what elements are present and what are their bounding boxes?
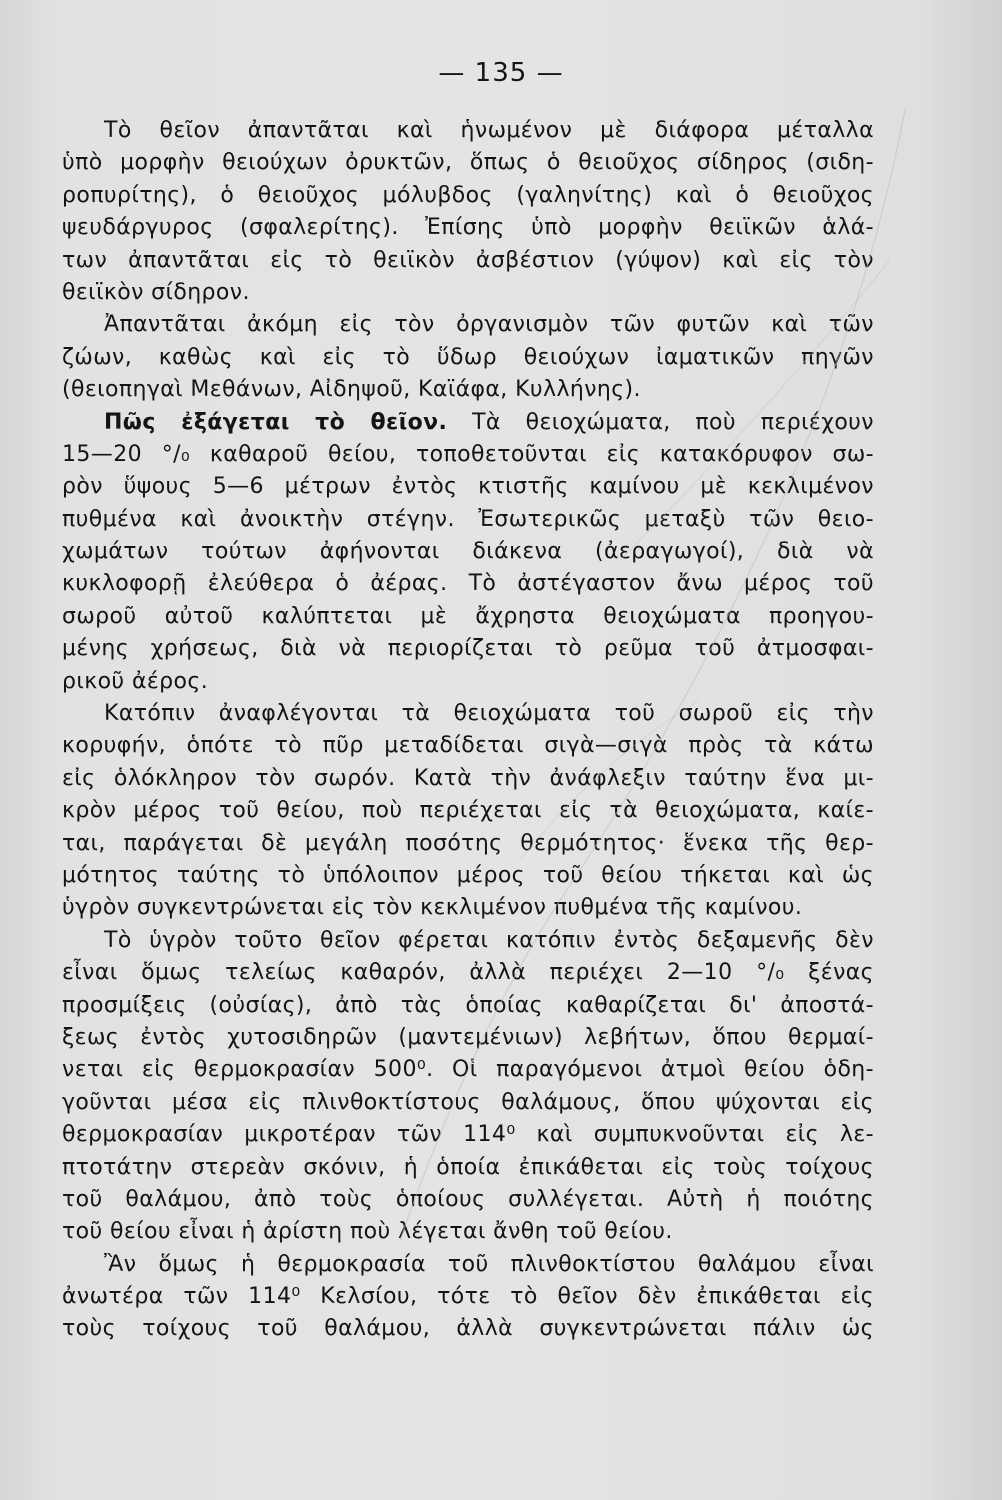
line-text: τοὺς τοίχους τοῦ θαλάμου, ἀλλὰ συγκεντρώνεται πάλιν ὡς <box>62 1316 874 1342</box>
text-line <box>62 245 874 277</box>
line-text: κυκλοφορῇ ἐλεύθερα ὁ ἀέρας. Τὸ ἀστέγαστον ἄνω μέρος τοῦ <box>62 571 874 597</box>
text-line <box>62 1152 874 1184</box>
line-text: ρικοῦ ἀέρος. <box>62 668 209 694</box>
text-line <box>62 1087 874 1119</box>
text-line <box>62 1313 874 1345</box>
line-text: Τὸ ὑγρὸν τοῦτο θεῖον φέρεται κατόπιν ἐντὸς δεξαμενῆς δὲν <box>104 927 874 953</box>
line-text: κρὸν μέρος τοῦ θείου, ποὺ περιέχεται εἰς τὰ θειοχώματα, καίε- <box>62 798 874 824</box>
line-text: 15—20 °/₀ καθαροῦ θείου, τοποθετοῦνται εἰς κατακόρυφον σω- <box>62 441 874 467</box>
text-line <box>62 1216 874 1248</box>
text-line <box>62 277 874 309</box>
line-text: προσμίξεις (οὐσίας), ἀπὸ τὰς ὁποίας καθαρίζεται δι' ἀποστά- <box>62 992 874 1018</box>
text-line <box>62 763 874 795</box>
text-line <box>62 633 874 665</box>
text-line <box>62 892 874 924</box>
line-text: ὑπὸ μορφὴν θειούχων ὀρυκτῶν, ὅπως ὁ θειοῦχος σίδηρος (σιδη- <box>62 150 874 176</box>
text-line <box>62 828 874 860</box>
line-text: ρὸν ὕψους 5—6 μέτρων ἐντὸς κτιστῆς καμίνου μὲ κεκλιμένον <box>62 474 874 500</box>
text-line <box>62 1054 874 1086</box>
line-text: χωμάτων τούτων ἀφήνονται διάκενα (ἀεραγωγοί), διὰ νὰ <box>62 539 874 565</box>
line-text: εἶναι ὅμως τελείως καθαρόν, ἀλλὰ περιέχει 2—10 °/₀ ξένας <box>62 960 874 986</box>
text-line <box>62 666 874 698</box>
text-line <box>62 925 874 957</box>
text-line <box>62 309 874 341</box>
text-line <box>62 795 874 827</box>
line-text: ξεως ἐντὸς χυτοσιδηρῶν (μαντεμένιων) λεβήτων, ὅπου θερμαί- <box>62 1024 874 1050</box>
line-text: ροπυρίτης), ὁ θειοῦχος μόλυβδος (γαληνίτης) καὶ ὁ θειοῦχος <box>62 182 874 208</box>
line-text: πτοτάτην στερεὰν σκόνιν, ἡ ὁποία ἐπικάθεται εἰς τοὺς τοίχους <box>62 1154 874 1180</box>
line-text: των ἀπαντᾶται εἰς τὸ θειϊκὸν ἀσβέστιον (γύψον) καὶ εἰς τὸν <box>62 247 874 273</box>
text-line <box>62 536 874 568</box>
text-line <box>62 1249 874 1281</box>
line-text: νεται εἰς θερμοκρασίαν 500⁰. Οἱ παραγόμενοι ἀτμοὶ θείου ὁδη- <box>62 1057 874 1083</box>
line-text: ψευδάργυρος (σφαλερίτης). Ἐπίσης ὑπὸ μορφὴν θειϊκῶν ἁλά- <box>62 215 874 241</box>
line-text: Ἂν ὅμως ἡ θερμοκρασία τοῦ πλινθοκτίστου θαλάμου εἶναι <box>104 1251 874 1277</box>
line-text: πυθμένα καὶ ἀνοικτὴν στέγην. Ἐσωτερικῶς μεταξὺ τῶν θειο- <box>62 506 874 532</box>
line-text: μότητος ταύτης τὸ ὑπόλοιπον μέρος τοῦ θείου τήκεται καὶ ὡς <box>62 862 874 888</box>
text-line <box>62 990 874 1022</box>
text-line <box>62 212 874 244</box>
line-text: γοῦνται μέσα εἰς πλινθοκτίστους θαλάμους, ὅπου ψύχονται εἰς <box>62 1089 874 1115</box>
text-line <box>62 342 874 374</box>
text-line <box>62 180 874 212</box>
text-line <box>62 601 874 633</box>
text-line <box>62 957 874 989</box>
line-text: θειϊκὸν σίδηρον. <box>62 279 250 305</box>
text-line <box>62 115 874 147</box>
line-text: εἰς ὁλόκληρον τὸν σωρόν. Κατὰ τὴν ἀνάφλεξιν ταύτην ἕνα μι- <box>62 765 874 791</box>
line-text: (θειοπηγαὶ Μεθάνων, Αἰδηψοῦ, Καϊάφα, Κυλλήνης). <box>62 377 641 403</box>
page-number: — 135 — <box>438 58 564 88</box>
text-line <box>62 439 874 471</box>
text-line <box>62 407 874 439</box>
line-text: Κατόπιν ἀναφλέγονται τὰ θειοχώματα τοῦ σωροῦ εἰς τὴν <box>104 701 874 727</box>
line-text: Τὰ θειοχώματα, ποὺ περιέχουν <box>447 409 874 435</box>
line-text: ἀνωτέρα τῶν 114⁰ Κελσίου, τότε τὸ θεῖον δὲν ἐπικάθεται εἰς <box>62 1284 874 1310</box>
line-text: ται, παράγεται δὲ μεγάλη ποσότης θερμότητος· ἕνεκα τῆς θερ- <box>62 830 874 856</box>
text-line <box>62 698 874 730</box>
text-line <box>62 1281 874 1313</box>
line-text: Τὸ θεῖον ἀπαντᾶται καὶ ἡνωμένον μὲ διάφορα μέταλλα <box>104 118 874 143</box>
line-text: τοῦ θείου εἶναι ἡ ἀρίστη ποὺ λέγεται ἄνθη τοῦ θείου. <box>62 1219 673 1245</box>
text-line <box>62 568 874 600</box>
line-text: σωροῦ αὐτοῦ καλύπτεται μὲ ἄχρηστα θειοχώματα προηγου- <box>62 603 874 629</box>
line-text: ζώων, καθὼς καὶ εἰς τὸ ὕδωρ θειούχων ἰαματικῶν πηγῶν <box>62 344 874 370</box>
text-line <box>62 374 874 406</box>
line-text: κορυφήν, ὁπότε τὸ πῦρ μεταδίδεται σιγὰ—σιγὰ πρὸς τὰ κάτω <box>62 733 874 759</box>
text-line <box>62 1184 874 1216</box>
line-text: τοῦ θαλάμου, ἀπὸ τοὺς ὁποίους συλλέγεται. Αὐτὴ ἡ ποιότης <box>62 1186 874 1212</box>
text-line <box>62 1119 874 1151</box>
text-line <box>62 504 874 536</box>
text-line <box>62 730 874 762</box>
body-text <box>62 115 874 1346</box>
line-text: ὑγρὸν συγκεντρώνεται εἰς τὸν κεκλιμένον πυθμένα τῆς καμίνου. <box>62 895 803 921</box>
text-line <box>62 147 874 179</box>
line-text: θερμοκρασίαν μικροτέραν τῶν 114⁰ καὶ συμπυκνοῦνται εἰς λε- <box>62 1122 874 1148</box>
text-line <box>62 1022 874 1054</box>
line-text: Ἀπαντᾶται ἀκόμη εἰς τὸν ὀργανισμὸν τῶν φυτῶν καὶ τῶν <box>104 312 874 338</box>
line-text: μένης χρήσεως, διὰ νὰ περιορίζεται τὸ ρεῦμα τοῦ ἀτμοσφαι- <box>62 636 874 662</box>
text-line <box>62 860 874 892</box>
section-heading: Πῶς ἐξάγεται τὸ θεῖον. <box>104 409 448 435</box>
text-line <box>62 471 874 503</box>
